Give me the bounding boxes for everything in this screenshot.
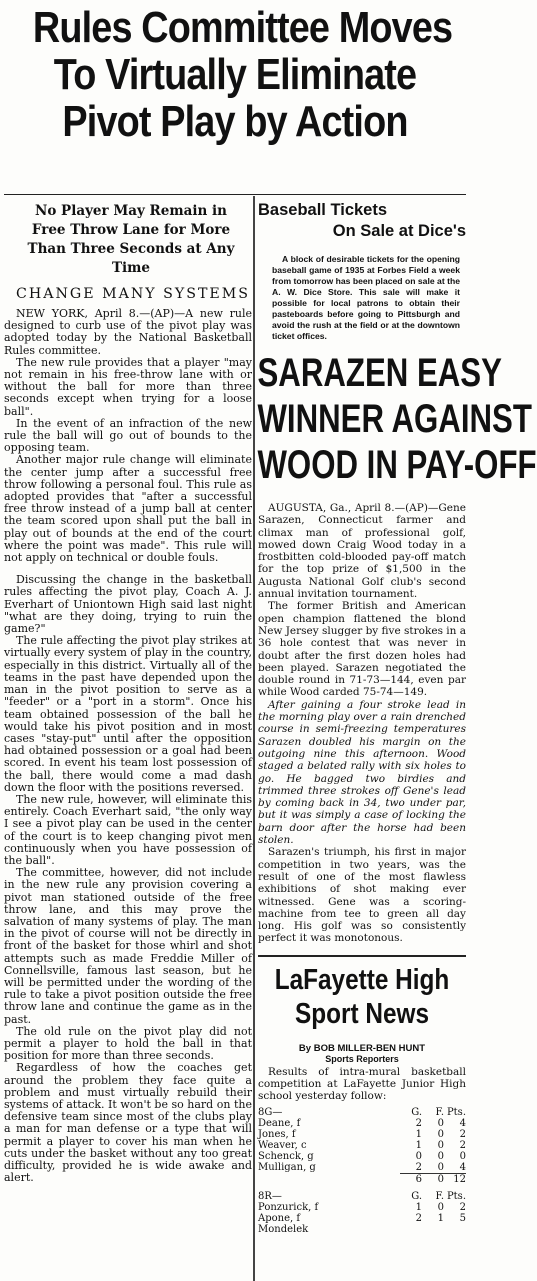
stat: 2 bbox=[459, 1128, 466, 1140]
col-header: G. bbox=[411, 1106, 422, 1118]
paragraph: The committee, however, did not include in the new rule any provision covering a pivot man stationed outside of the free throw lane, and this may prove the salvation of many systems of play. The man in the pivot of course will not be directly in front of the basket for those whirl and shot attempts such as made Freddie Miller of Connellsville, famous last season, but he will be permitted under the wording of the rule to take a pivot position outside the free throw lane and continue the game as in the past. bbox=[4, 866, 252, 1026]
stat: 1 bbox=[437, 1212, 444, 1224]
paragraph: Regardless of how the coaches get around the problem they face quite a problem and must virtually rebuild their systems of attack. It won't be so hard on the defensive team since most of the clubs play a man for man defense or a type that will permit a player to cover his man when he cuts under the basket without any too great difficulty, provided he is wide awake and alert. bbox=[4, 1061, 252, 1185]
stat: 5 bbox=[459, 1212, 466, 1224]
box-score bbox=[258, 1107, 466, 1235]
tickets-headline-2: On Sale at Dice's bbox=[332, 222, 466, 240]
table-row bbox=[258, 1129, 466, 1140]
paragraph: Discussing the change in the basketball rules affecting the pivot play, Coach A. J. Everhart of Uniontown High said last night "what are they doing, trying to ruin the game?" bbox=[4, 573, 252, 636]
lafayette-headline-2: Sport News bbox=[294, 997, 430, 1030]
sarazen-headline bbox=[257, 350, 537, 488]
col-header: G. bbox=[411, 1190, 422, 1202]
box-header bbox=[258, 1191, 466, 1202]
paragraph: The former British and American open champion flattened the blond New Jersey slugger by five strokes in a 36 hole contest that was never in doubt after the first dozen holes had been played. Sarazen negotiated the double round in 71-73—144, even par while Wood carded 75-74—149. bbox=[258, 600, 467, 699]
sarazen-headline-1: SARAZEN EASY bbox=[257, 351, 502, 395]
stat: 1 bbox=[415, 1139, 422, 1151]
player-name: Ponzurick, f bbox=[258, 1201, 319, 1213]
headline-line-1: Rules Committee Moves bbox=[32, 3, 453, 52]
stat bbox=[422, 1224, 444, 1235]
tickets-note: A block of desirable tickets for the opening baseball game of 1935 at Forbes Field a week from tomorrow has been placed on sale at the A. W. Dice Store. This sale will make it possible for local patrons to obtain their pasteboards before going to Pittsburgh and avoid the rush at the field or at the downtown ticket offices. bbox=[272, 254, 460, 341]
col-header: F. bbox=[435, 1106, 444, 1118]
col-header: Pts. bbox=[446, 1190, 466, 1202]
lafayette-headline-1: LaFayette High bbox=[274, 963, 450, 996]
stat: 6 bbox=[400, 1173, 422, 1185]
paragraph: The new rule provides that a player "may not remain in his free-throw lane with or without the ball for more than three seconds except when trying for a loose ball". bbox=[4, 355, 252, 418]
player-name: Mulligan, g bbox=[258, 1161, 316, 1173]
right-column bbox=[257, 200, 537, 1235]
player-name: Deane, f bbox=[258, 1117, 301, 1129]
paragraph: In the event of an infraction of the new rule the ball will go out of bounds to the opposing team. bbox=[4, 416, 252, 455]
paragraph: Another major rule change will eliminate the center jump after a successful free throw following a personal foul. This rule as adopted provides that "after a successful free throw instead of a jump ball at center the team scored upon shall put the ball in play out of bounds at the end of the court where the point was made". This rule will not apply on technical or double fouls. bbox=[4, 453, 252, 565]
stat: 2 bbox=[415, 1161, 422, 1173]
stat: 0 bbox=[437, 1150, 444, 1162]
box-header bbox=[258, 1107, 466, 1118]
paragraph: After gaining a four stroke lead in the morning play over a rain drenched course in semi-freezing temperatures Sarazen doubled his margin on the outgoing nine this afternoon. Wood staged a belated rally with six holes to go. He bagged two birdies and trimmed three strokes off Gene's lead by coming back in 34, two under par, but it was simply a case of locking the barn door after the horse had been stolen. bbox=[258, 698, 466, 847]
table-row bbox=[258, 1140, 466, 1151]
byline-title: Sports Reporters bbox=[325, 1053, 399, 1064]
player-name: Apone, f bbox=[258, 1212, 301, 1224]
stat: 1 bbox=[415, 1201, 422, 1213]
paragraph: The old rule on the pivot play did not permit a player to hold the ball in that position for more than three seconds. bbox=[4, 1024, 252, 1063]
byline: By BOB MILLER-BEN HUNT bbox=[298, 1042, 426, 1054]
stat: 2 bbox=[415, 1117, 422, 1129]
paragraph: NEW YORK, April 8.—(AP)—A new rule designed to curb use of the pivot play was adopted today by the National Basketball Rules committee. bbox=[4, 307, 252, 357]
player-name: Mondelek bbox=[258, 1223, 309, 1235]
sarazen-headline-3: WOOD IN PAY-OFF bbox=[257, 443, 537, 487]
box-score-table-1 bbox=[258, 1107, 466, 1185]
pivot-article bbox=[4, 200, 252, 1184]
stat: 0 bbox=[437, 1128, 444, 1140]
player-name: Schenck, g bbox=[258, 1150, 314, 1162]
table-row bbox=[258, 1151, 466, 1162]
table-row bbox=[258, 1118, 466, 1129]
stat: 0 bbox=[459, 1150, 466, 1162]
table-row bbox=[258, 1213, 466, 1224]
section-rule bbox=[258, 955, 466, 957]
stat: 0 bbox=[437, 1139, 444, 1151]
stat: 0 bbox=[422, 1173, 444, 1185]
stat: 0 bbox=[437, 1201, 444, 1213]
article-deck: No Player May Remain in Free Throw Lane for More Than Three Seconds at Any Time bbox=[27, 203, 235, 276]
article-subhead: CHANGE MANY SYSTEMS bbox=[16, 286, 251, 302]
col-header: F. bbox=[435, 1190, 444, 1202]
sarazen-article bbox=[258, 502, 466, 945]
headline-line-2: To Virtually Eliminate bbox=[53, 50, 417, 99]
table-row bbox=[258, 1224, 466, 1235]
headline-rule bbox=[4, 194, 466, 195]
stat: 0 bbox=[415, 1150, 422, 1162]
stat: 0 bbox=[437, 1161, 444, 1173]
paragraph: The rule affecting the pivot play strikes at virtually every system of play in the country, especially in this district. Virtually all of the teams in the past have depended upon the man in the pivot position to serve as a "feeder" or a "port in a storm". Once his team obtained possession of the ball he would take his pivot position and in most cases "stay-put" until after the opposition had obtained possession or a goal had been scored. In event his team lost possession of the ball, there would come a mad dash down the floor with the positions reversed. bbox=[4, 634, 252, 794]
team-name: 8G— bbox=[258, 1106, 283, 1118]
paragraph: AUGUSTA, Ga., April 8.—(AP)—Gene Sarazen, Connecticut farmer and climax man of professional golf, mowed down Craig Wood today in a frostbitten cold-blooded pay-off match for the top prize of $1,500 in the Augusta National Golf club's second annual invitation tournament. bbox=[258, 502, 466, 601]
team-name: 8R— bbox=[258, 1190, 282, 1202]
lafayette-intro bbox=[258, 1066, 466, 1103]
stat bbox=[444, 1224, 466, 1235]
paragraph: Sarazen's triumph, his first in major competition in two years, was the result of one of the most flawless exhibitions of shot making ever witnessed. Gene was a scoring-machine from tee to green all day long. His golf was so consistently perfect it was monotonous. bbox=[258, 846, 466, 945]
table-row bbox=[258, 1202, 466, 1213]
stat: 0 bbox=[437, 1117, 444, 1129]
article-body bbox=[4, 308, 252, 1184]
sarazen-headline-2: WINNER AGAINST bbox=[257, 397, 532, 441]
stat: 4 bbox=[459, 1117, 466, 1129]
paragraph: The new rule, however, will eliminate this entirely. Coach Everhart said, "the only way I see a pivot play can be used in the center of the court is to keep changing pivot men continuously when you have possession of the ball". bbox=[4, 792, 252, 867]
player-name: Jones, f bbox=[258, 1128, 296, 1140]
lafayette-headline bbox=[275, 963, 450, 1031]
main-headline bbox=[0, 0, 470, 145]
headline-line-3: Pivot Play by Action bbox=[62, 97, 408, 146]
table-row bbox=[258, 1162, 466, 1174]
stat: 2 bbox=[415, 1212, 422, 1224]
stat: 2 bbox=[459, 1139, 466, 1151]
stat: 2 bbox=[459, 1201, 466, 1213]
tickets-headline-1: Baseball Tickets bbox=[258, 201, 388, 219]
col-header: Pts. bbox=[446, 1106, 466, 1118]
totals-row bbox=[258, 1173, 466, 1185]
stat: 12 bbox=[444, 1173, 466, 1185]
player-name: Weaver, c bbox=[258, 1139, 307, 1151]
paragraph: Results of intra-mural basketball competition at LaFayette Junior High school yesterday follow: bbox=[258, 1065, 466, 1103]
stat bbox=[400, 1224, 422, 1235]
stat: 1 bbox=[415, 1128, 422, 1140]
box-score-table-2 bbox=[258, 1191, 466, 1235]
column-divider bbox=[253, 196, 255, 1281]
stat: 4 bbox=[459, 1161, 466, 1173]
